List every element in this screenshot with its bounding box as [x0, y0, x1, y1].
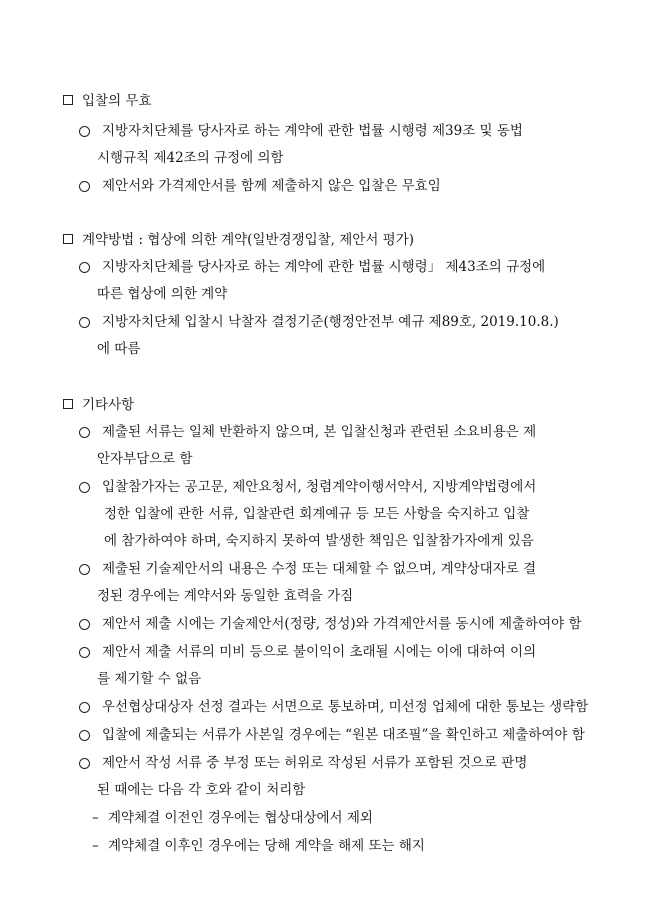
list-item: [0, 474, 650, 555]
section-title: [0, 394, 650, 416]
section-contract-method: [0, 229, 650, 363]
list-item: [0, 118, 650, 172]
item-line: 따른 협상에 의한 계약: [97, 286, 228, 302]
item-line: 제안서 작성 서류 중 부정 또는 허위로 작성된 서류가 포함된 것으로 판명: [102, 755, 528, 771]
section-title-text: 입찰의 무효: [82, 93, 152, 109]
item-line: 지방자치단체 입찰시 낙찰자 결정기준(행정안전부 예규 제89호, 2019.10.8.): [102, 314, 559, 330]
item-line: 제안서 제출 서류의 미비 등으로 불이익이 초래될 시에는 이에 대하여 이의: [102, 644, 537, 660]
checkbox-square-icon: [63, 95, 73, 105]
list-item: [0, 556, 650, 610]
list-item: [0, 309, 650, 363]
list-item: [0, 611, 650, 638]
list-item: [0, 750, 650, 804]
item-line: 제안서 제출 시에는 기술제안서(정량, 정성)와 가격제안서를 동시에 제출하여야 함: [102, 616, 582, 632]
item-line: 에 참가하여야 하며, 숙지하지 못하여 발생한 책임은 입찰참가자에게 있음: [104, 533, 534, 549]
item-line: 된 때에는 다음 각 호와 같이 처리함: [97, 782, 306, 798]
dash-bullet: –: [92, 838, 99, 854]
list-item: [0, 722, 650, 749]
section-title: [0, 229, 650, 251]
dash-list-item: [0, 833, 650, 860]
item-line: 지방자치단체를 당사자로 하는 계약에 관한 법률 시행령 제39조 및 동법: [102, 123, 523, 139]
checkbox-square-icon: [63, 234, 73, 244]
item-line: 에 따름: [97, 341, 141, 357]
dash-item-text: 계약체결 이후인 경우에는 당해 계약을 해제 또는 해지: [108, 838, 425, 854]
list-item: [0, 419, 650, 473]
item-line: 제출된 서류는 일체 반환하지 않으며, 본 입찰신청과 관련된 소요비용은 제: [102, 424, 537, 440]
section-title-text: 기타사항: [82, 397, 135, 413]
dash-bullet: –: [92, 810, 99, 826]
item-line: 시행규칙 제42조의 규정에 의함: [97, 150, 284, 166]
item-line: 지방자치단체를 당사자로 하는 계약에 관한 법률 시행령」 제43조의 규정에: [102, 259, 546, 275]
item-line: 제안서와 가격제안서를 함께 제출하지 않은 입찰은 무효임: [102, 178, 441, 194]
section-other-matters: [0, 394, 650, 860]
section-title: [0, 90, 650, 112]
checkbox-square-icon: [63, 399, 73, 409]
item-line: 안자부담으로 함: [97, 451, 193, 467]
item-line: 정된 경우에는 계약서와 동일한 효력을 가짐: [97, 588, 354, 604]
dash-item-text: 계약체결 이전인 경우에는 협상대상에서 제외: [108, 810, 373, 826]
item-line: 제출된 기술제안서의 내용은 수정 또는 대체할 수 없으며, 계약상대자로 결: [102, 561, 537, 577]
item-line: 입찰참가자는 공고문, 제안요청서, 청렴계약이행서약서, 지방계약법령에서: [102, 479, 537, 495]
section-title-text: 계약방법 : 협상에 의한 계약(일반경쟁입찰, 제안서 평가): [82, 232, 415, 248]
list-item: [0, 694, 650, 721]
item-line: 우선협상대상자 선정 결과는 서면으로 통보하며, 미선정 업체에 대한 통보는 생략함: [102, 699, 589, 715]
item-line: 입찰에 제출되는 서류가 사본일 경우에는 “원본 대조필”을 확인하고 제출하여야 함: [102, 727, 585, 743]
item-line: 정한 입찰에 관한 서류, 입찰관련 회계예규 등 모든 사항을 숙지하고 입찰: [104, 506, 530, 522]
list-item: [0, 639, 650, 693]
list-item: [0, 173, 650, 200]
item-line: 를 제기할 수 없음: [97, 671, 202, 687]
list-item: [0, 254, 650, 308]
section-invalid-bids: [0, 90, 650, 200]
dash-list-item: [0, 805, 650, 832]
